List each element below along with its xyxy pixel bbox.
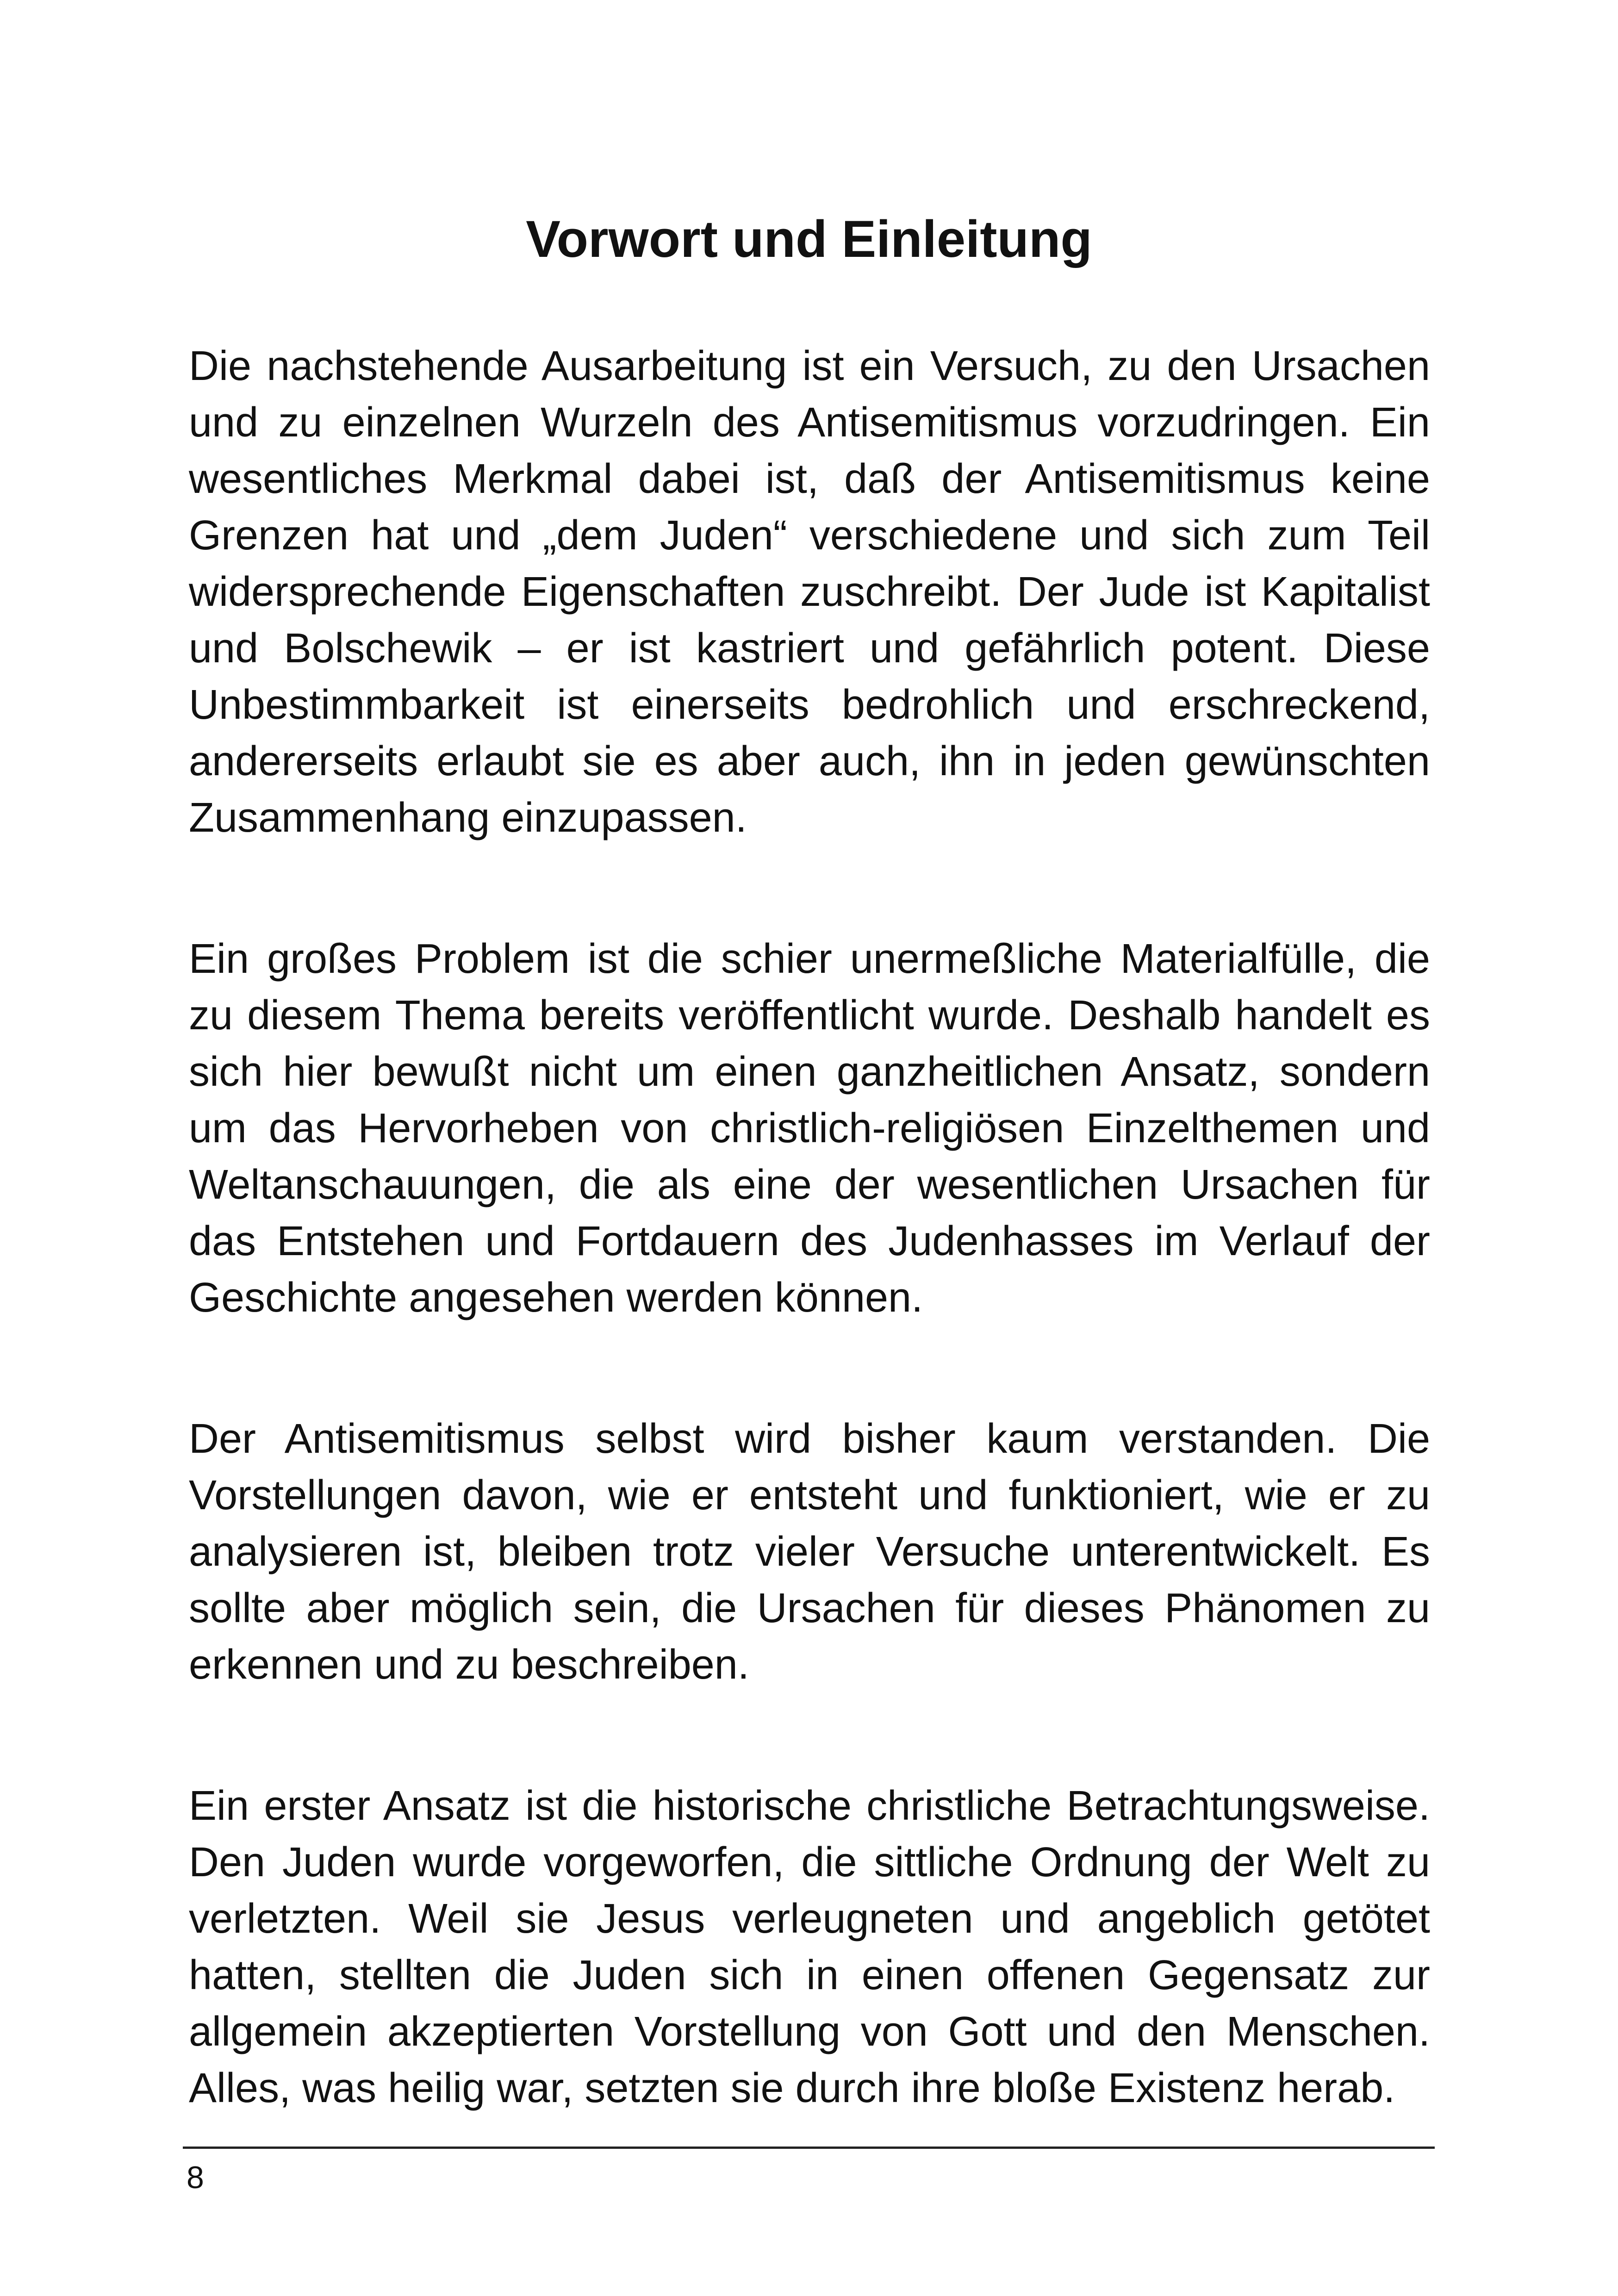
paragraph-3: Der Antisemitismus selbst wird bisher kaum verstanden. Die Vorstellungen davon, wie er entsteht und funktioniert, wie er zu analysieren ist, bleiben trotz vieler Versuche unterentwickelt. Es sollte aber möglich sein, die Ursachen für dieses Phänomen zu erkennen und zu beschreiben. <box>189 1416 1430 1688</box>
paragraph-1: Die nachstehende Ausarbeitung ist ein Versuch, zu den Ursachen und zu einzelnen Wurzeln des Antisemitismus vorzudringen. Ein wesentliches Merkmal dabei ist, daß der Antisemitismus keine Grenzen hat und „dem Juden“ verschiedene und sich zum Teil widersprechende Eigenschaften zuschreibt. Der Jude ist Kapitalist und Bolschewik – er ist kastriert und gefährlich potent. Diese Unbestimmbarkeit ist einerseits bedrohlich und erschreckend, andererseits erlaubt sie es aber auch, ihn in jeden gewünschten Zusammenhang einzupassen. <box>189 343 1430 841</box>
chapter-title: Vorwort und Einleitung <box>526 210 1092 268</box>
body-text <box>189 338 1430 2201</box>
paragraph-2: Ein großes Problem ist die schier unermeßliche Materialfülle, die zu diesem Thema bereits veröffentlicht wurde. Deshalb handelt es sich hier bewußt nicht um einen ganzheitlichen Ansatz, sondern um das Hervorheben von christlich-religiösen Einzelthemen und Weltanschauungen, die als eine der wesentlichen Ursachen für das Entstehen und Fortdauern des Judenhasses im Verlauf der Geschichte angesehen werden können. <box>189 936 1430 1321</box>
paragraph-4: Ein erster Ansatz ist die historische christliche Betrachtungsweise. Den Juden wurde vorgeworfen, die sittliche Ordnung der Welt zu verletzten. Weil sie Jesus verleugneten und angeblich getötet hatten, stellten die Juden sich in einen offenen Gegensatz zur allgemein akzeptierten Vorstellung von Gott und den Menschen. Alles, was heilig war, setzten sie durch ihre bloße Existenz herab. <box>189 1783 1430 2111</box>
footer-divider <box>183 2147 1435 2149</box>
page-number: 8 <box>187 2160 204 2195</box>
